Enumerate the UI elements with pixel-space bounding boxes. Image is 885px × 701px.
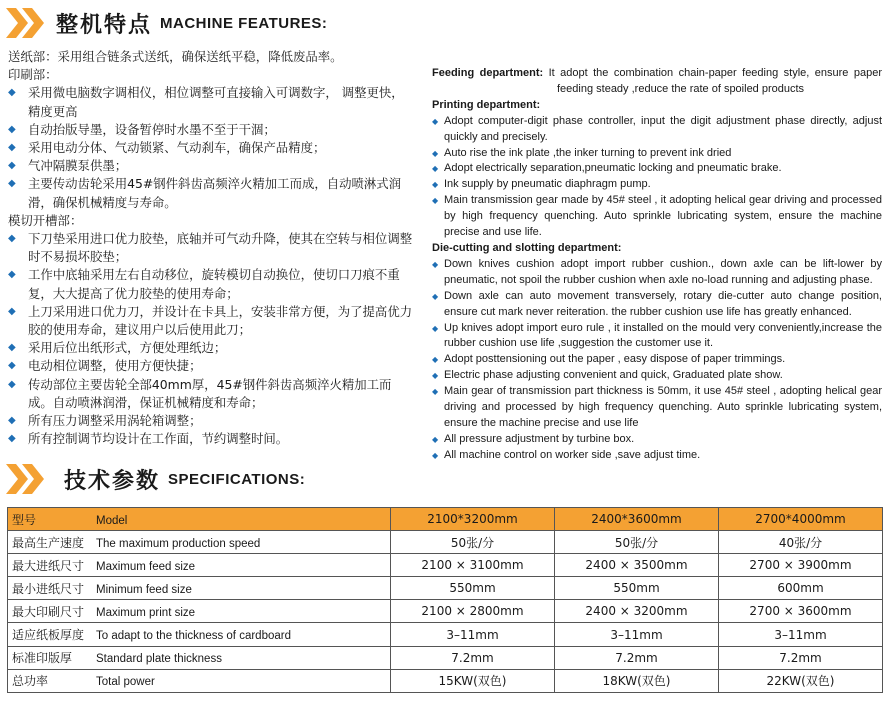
- list-item: ◆ Electric phase adjusting convenient and quick, Graduated plate show.: [432, 368, 882, 384]
- specs-title-en: SPECIFICATIONS:: [168, 470, 306, 488]
- list-item: ◆ 气冲隔膜泵供墨；: [8, 157, 413, 175]
- list-item: ◆ All pressure adjustment by turbine box.: [432, 432, 882, 448]
- specs-title-cn: 技术参数: [64, 468, 161, 494]
- list-item: ◆ Ink supply by pneumatic diaphragm pump.: [432, 177, 882, 193]
- row-label-cn: 总功率: [12, 674, 49, 689]
- table-cell: 2700 × 3600mm: [719, 600, 883, 623]
- list-item: ◆ 电动相位调整，使用方便快捷；: [8, 357, 413, 375]
- die-heading-cn: 模切开槽部：: [8, 212, 83, 228]
- row-label-cn: 最小进纸尺寸: [12, 581, 85, 596]
- list-item: ◆ All machine control on worker side ,save adjust time.: [432, 448, 882, 464]
- row-label-cn: 最高生产速度: [12, 535, 85, 550]
- table-cell: 3–11mm: [555, 623, 719, 646]
- row-label-en: Total power: [96, 676, 155, 689]
- double-chevron-icon: [6, 462, 48, 496]
- table-row: [8, 669, 883, 692]
- list-item: ◆ 采用电动分体、气动锁紧、气动刹车，确保产品精度；: [8, 139, 413, 157]
- list-item: ◆ 上刀采用进口优力刀，并设计在卡具上，安装非常方便，为了提高优力胶的使用寿命，建议用户以后使用此刀；: [8, 303, 413, 339]
- table-cell: 2100 × 3100mm: [391, 554, 555, 577]
- table-cell: 15KW(双色): [391, 669, 555, 692]
- list-item: ◆ Up knives adopt import euro rule , it installed on the mould very conveniently,increase the rubber cushion use life ,suggestion the customer use it.: [432, 321, 882, 353]
- row-label-en: Minimum feed size: [96, 583, 192, 596]
- features-en-column: [432, 66, 882, 464]
- feed-text-en: It adopt the combination chain-paper feeding style, ensure paper feeding steady ,reduce the rate of spoiled products: [548, 67, 882, 95]
- list-item: ◆ Down knives cushion adopt import rubber cushion., down axle can be lift-lower by pneumatic, not spoil the rubber cushion when axle no-load running and adjusting phase.: [432, 257, 882, 289]
- list-item: ◆ Adopt posttensioning out the paper , easy dispose of paper trimmings.: [432, 352, 882, 368]
- list-item: ◆ Auto rise the ink plate ,the inker turning to prevent ink dried: [432, 146, 882, 162]
- row-label-en: Maximum print size: [96, 606, 196, 619]
- row-label-cn: 标准印版厚: [12, 651, 73, 666]
- table-cell: 550mm: [555, 577, 719, 600]
- row-label-cn: 适应纸板厚度: [12, 628, 85, 643]
- table-cell: 3–11mm: [719, 623, 883, 646]
- table-row: [8, 577, 883, 600]
- list-item: ◆ Main transmission gear made by 45# steel , it adopting helical gear driving and processed by high frequency quenching. Auto sprinkle lubricating system, ensure the machine precise and use life.: [432, 193, 882, 241]
- list-item: ◆ 所有压力调整采用涡轮箱调整；: [8, 412, 413, 430]
- row-label-en: To adapt to the thickness of cardboard: [96, 630, 291, 643]
- specs-table: [7, 507, 883, 693]
- list-item: ◆ Down axle can auto movement transversely, rotary die-cutter auto change position, ensure cut mark never reiteration. the rubber cushion use life has greatly enhanced.: [432, 289, 882, 321]
- row-label-en: The maximum production speed: [96, 537, 261, 550]
- feed-paragraph-en: [432, 66, 882, 98]
- table-cell: 550mm: [391, 577, 555, 600]
- features-title-en: MACHINE FEATURES:: [160, 14, 328, 32]
- table-header-row: [8, 508, 883, 531]
- model-label-cn: 型号: [12, 512, 37, 527]
- table-cell: 2400*3600mm: [555, 508, 719, 531]
- list-item: ◆ 采用微电脑数字调相仪，相位调整可直接输入可调数字， 调整更快，精度更高: [8, 84, 413, 120]
- list-item: ◆ 传动部位主要齿轮全部40mm厚，45#钢件斜齿高频淬火精加工而成。自动喷淋润滑，保证机械精度和寿命；: [8, 376, 413, 412]
- table-cell: 600mm: [719, 577, 883, 600]
- list-item: ◆ 主要传动齿轮采用45#钢件斜齿高频淬火精加工而成，自动喷淋式润滑，确保机械精度与寿命。: [8, 175, 413, 211]
- features-cn-column: [8, 48, 413, 448]
- table-row: [8, 554, 883, 577]
- model-label-en: Model: [96, 514, 128, 527]
- row-label-cn: 最大进纸尺寸: [12, 558, 85, 573]
- list-item: ◆ Adopt electrically separation,pneumatic locking and pneumatic brake.: [432, 161, 882, 177]
- table-row: [8, 531, 883, 554]
- table-cell: 3–11mm: [391, 623, 555, 646]
- row-label-en: Maximum feed size: [96, 560, 196, 573]
- table-cell: 2100 × 2800mm: [391, 600, 555, 623]
- table-cell: 18KW(双色): [555, 669, 719, 692]
- print-heading-cn: 印刷部：: [8, 67, 58, 83]
- table-cell: 40张/分: [719, 531, 883, 554]
- table-cell: 2700*4000mm: [719, 508, 883, 531]
- table-row: [8, 646, 883, 669]
- features-heading: [6, 6, 327, 40]
- list-item: ◆ 工作中底轴采用左右自动移位，旋转模切自动换位，使切口刀痕不重复，大大提高了优力胶垫的使用寿命；: [8, 266, 413, 302]
- list-item: ◆ 自动抬版导墨，设备暂停时水墨不至于干涸；: [8, 121, 413, 139]
- print-heading-en: Printing department:: [432, 98, 541, 111]
- feed-line-cn: 送纸部：采用组合链条式送纸，确保送纸平稳，降低废品率。: [8, 49, 343, 64]
- table-cell: 2400 × 3500mm: [555, 554, 719, 577]
- list-item: ◆ 下刀垫采用进口优力胶垫，底轴并可气动升降，使其在空转与相位调整时不易损坏胶垫；: [8, 230, 413, 266]
- table-cell: 22KW(双色): [719, 669, 883, 692]
- feed-heading-en: Feeding department:: [432, 67, 544, 79]
- double-chevron-icon: [6, 6, 48, 40]
- table-cell: 50张/分: [391, 531, 555, 554]
- die-heading-en: Die-cutting and slotting department:: [432, 241, 622, 254]
- table-cell: 7.2mm: [391, 646, 555, 669]
- table-cell: 2100*3200mm: [391, 508, 555, 531]
- list-item: ◆ 所有控制调节均设计在工作面，节约调整时间。: [8, 430, 413, 448]
- table-row: [8, 623, 883, 646]
- list-item: ◆ Adopt computer-digit phase controller, input the digit adjustment phase directly, adjust quickly and precisely.: [432, 114, 882, 146]
- table-cell: 7.2mm: [555, 646, 719, 669]
- table-cell: 50张/分: [555, 531, 719, 554]
- list-item: ◆ 采用后位出纸形式，方便处理纸边；: [8, 339, 413, 357]
- table-cell: 2700 × 3900mm: [719, 554, 883, 577]
- row-label-en: Standard plate thickness: [96, 653, 222, 666]
- table-cell: 2400 × 3200mm: [555, 600, 719, 623]
- table-cell: 7.2mm: [719, 646, 883, 669]
- list-item: ◆ Main gear of transmission part thickness is 50mm, it use 45# steel , adopting helical gear driving and processed by high frequency quenching. Auto sprinkle lubricating system, ensure the machine precise and use life: [432, 384, 882, 432]
- specs-heading: [6, 462, 305, 496]
- row-label-cn: 最大印刷尺寸: [12, 604, 85, 619]
- features-title-cn: 整机特点: [56, 12, 153, 38]
- table-row: [8, 600, 883, 623]
